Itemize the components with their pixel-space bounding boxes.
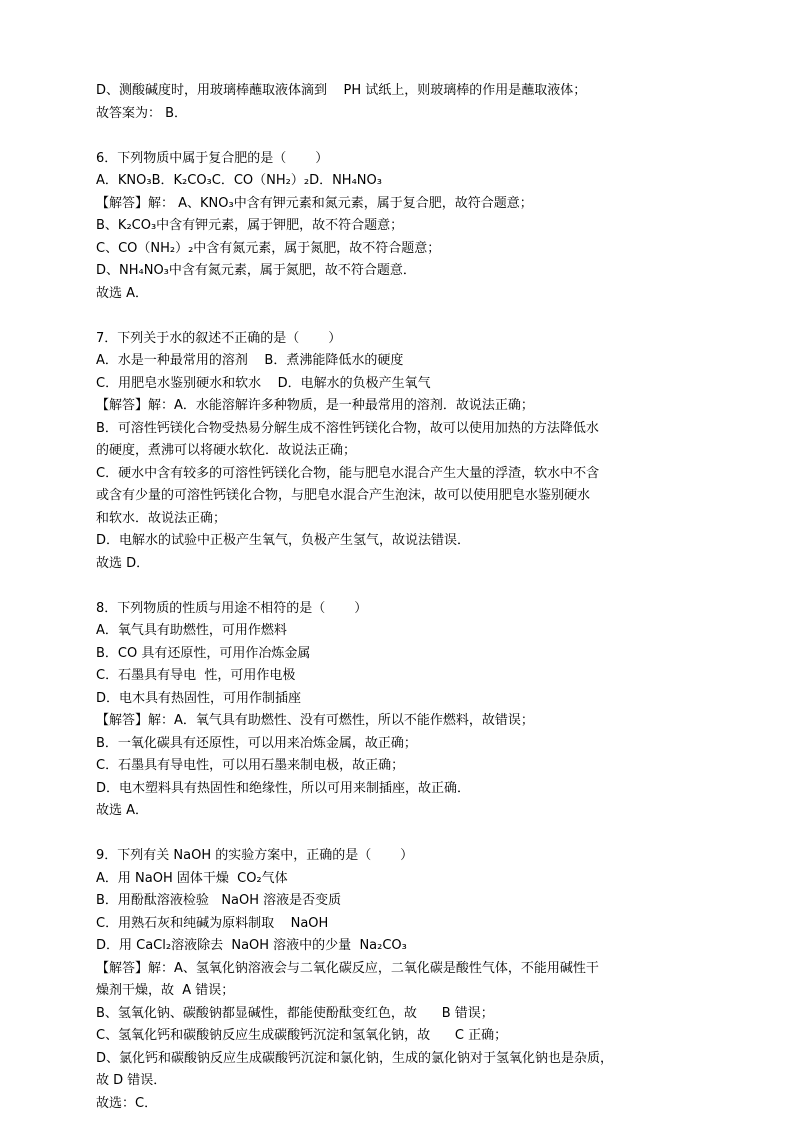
- text-line: A．KNO₃B．K₂CO₃C．CO（NH₂）₂D．NH₄NO₃: [96, 173, 382, 188]
- text-line: A．用 NaOH 固体干燥 CO₂气体: [96, 870, 288, 886]
- text-line: 9．下列有关 NaOH 的实验方案中，正确的是（ ）: [96, 848, 414, 863]
- question-block-q6: [96, 148, 716, 306]
- text-line: 8．下列物质的性质与用途不相符的是（ ）: [96, 600, 368, 616]
- text-line: A．水是一种最常用的溶剂 B．煮沸能降低水的硬度: [96, 353, 404, 368]
- text-line: D、NH₄NO₃中含有氮元素，属于氮肥，故不符合题意．: [96, 263, 416, 278]
- text-line: D、氯化钙和碳酸钠反应生成碳酸钙沉淀和氯化钠，生成的氯化钠对于氢氧化钠也是杂质，: [96, 1050, 614, 1066]
- text-line: 故答案为： B．: [96, 105, 188, 121]
- text-line: 7．下列关于水的叙述不正确的是（ ）: [96, 330, 342, 346]
- text-line: 的硬度，煮沸可以将硬水软化．故说法正确；: [96, 443, 357, 458]
- text-line: D．用 CaCl₂溶液除去 NaOH 溶液中的少量 Na₂CO₃: [96, 938, 407, 953]
- text-line: B、K₂CO₃中含有钾元素，属于钾肥，故不符合题意；: [96, 218, 404, 233]
- text-line: 燥剂干燥，故 A 错误；: [96, 983, 235, 998]
- text-line: D．电解水的试验中正极产生氧气，负极产生氢气，故说法错误．: [96, 533, 471, 548]
- document-page: [96, 80, 716, 1115]
- text-line: B．用酚酞溶液检验 NaOH 溶液是否变质: [96, 893, 342, 908]
- question-block-q8: [96, 598, 716, 823]
- question-block-q7: [96, 328, 716, 576]
- text-line: B．一氧化碳具有还原性，可以用来冶炼金属，故正确；: [96, 735, 417, 751]
- text-line: C．石墨具有导电性，可以用石墨来制电极，故正确；: [96, 758, 405, 773]
- question-block-q5-tail: [96, 80, 716, 125]
- text-line: 【解答】解： A、KNO₃中含有钾元素和氮元素，属于复合肥，故符合题意；: [96, 195, 533, 211]
- text-line: D．电木塑料具有热固性和绝缘性，所以可用来制插座，故正确．: [96, 780, 471, 796]
- block-gap: [96, 575, 716, 598]
- text-line: A．氧气具有助燃性，可用作燃料: [96, 623, 287, 638]
- text-line: B、氢氧化钠、碳酸钠都显碱性，都能使酚酞变红色，故 B 错误；: [96, 1005, 494, 1021]
- text-line: 故 D 错误．: [96, 1073, 167, 1088]
- text-line: C．用肥皂水鉴别硬水和软水 D．电解水的负极产生氧气: [96, 375, 431, 391]
- block-gap: [96, 125, 716, 148]
- text-line: 6．下列物质中属于复合肥的是（ ）: [96, 150, 329, 166]
- question-block-q9: [96, 845, 716, 1115]
- text-line: 或含有少量的可溶性钙镁化合物，与肥皂水混合产生泡沫，故可以使用肥皂水鉴别硬水: [96, 488, 591, 503]
- text-line: D．电木具有热固性，可用作制插座: [96, 690, 302, 706]
- text-line: 【解答】解：A．水能溶解许多种物质，是一种最常用的溶剂．故说法正确；: [96, 398, 534, 413]
- text-line: B．可溶性钙镁化合物受热易分解生成不溶性钙镁化合物，故可以使用加热的方法降低水: [96, 420, 599, 436]
- text-line: 和软水．故说法正确；: [96, 510, 227, 526]
- text-line: D、测酸碱度时，用玻璃棒蘸取液体滴到 PH 试纸上，则玻璃棒的作用是蘸取液体；: [96, 83, 587, 98]
- text-line: 【解答】解：A、氢氧化钠溶液会与二氧化碳反应，二氧化碳是酸性气体，不能用碱性干: [96, 960, 599, 976]
- text-line: B．CO 具有还原性，可用作冶炼金属: [96, 645, 311, 661]
- block-gap: [96, 823, 716, 846]
- text-line: 故选 A．: [96, 803, 149, 818]
- text-line: 故选 D．: [96, 555, 150, 571]
- text-line: C、氢氧化钙和碳酸钠反应生成碳酸钙沉淀和氢氧化钠，故 C 正确；: [96, 1028, 508, 1043]
- text-line: C．用熟石灰和纯碱为原料制取 NaOH: [96, 915, 329, 931]
- text-line: 故选：C．: [96, 1095, 158, 1111]
- text-line: C．石墨具有导电 性，可用作电极: [96, 668, 296, 683]
- text-line: 【解答】解：A．氧气具有助燃性、没有可燃性，所以不能作燃料，故错误；: [96, 713, 534, 728]
- text-line: 故选 A．: [96, 285, 149, 301]
- text-line: C、CO（NH₂）₂中含有氮元素，属于氮肥，故不符合题意；: [96, 240, 441, 256]
- text-line: C．硬水中含有较多的可溶性钙镁化合物，能与肥皂水混合产生大量的浮渣，软水中不含: [96, 465, 600, 481]
- block-gap: [96, 305, 716, 328]
